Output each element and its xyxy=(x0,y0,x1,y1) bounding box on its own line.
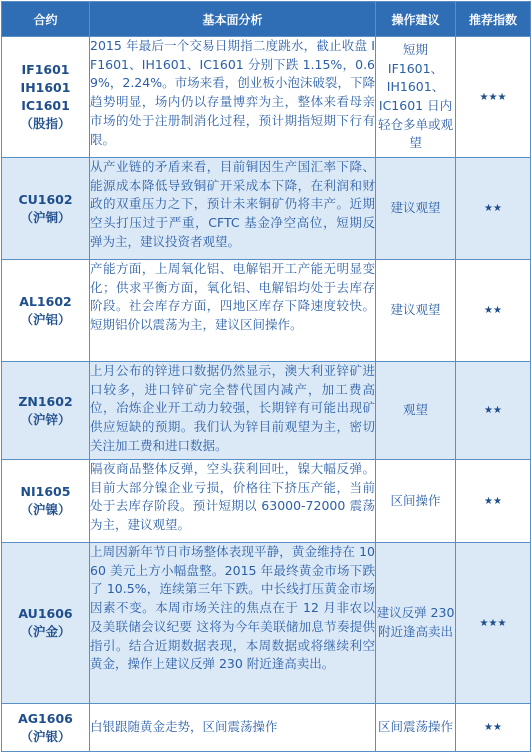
analysis-cell: 白银跟随黄金走势，区间震荡操作 xyxy=(90,704,376,752)
contract-cell xyxy=(2,543,90,704)
contract-code: IH1601 xyxy=(20,80,71,95)
table-row xyxy=(2,37,531,158)
contract-category: （沪铝） xyxy=(20,311,71,327)
rating-stars: ★★ xyxy=(456,460,531,543)
contract-code: AU1606 xyxy=(18,606,73,621)
analysis-cell: 上月公布的锌进口数据仍然显示，澳大利亚锌矿进口较多，进口锌矿完全替代国内减产，加工费高位，冶炼企业开工动力较强，长期锌有可能出现矿供应短缺的预期。我们认为锌目前观望为主，密切关注加工费和进口数据。 xyxy=(90,362,376,460)
header-advice: 操作建议 xyxy=(376,2,456,37)
analysis-cell: 上周因新年节日市场整体表现平静，黄金维持在 1060 美元上方小幅盘整。2015 年最终黄金市场下跌了 10.5%，连续第三年下跌。中长线打压黄金市场因素不变。本周市场关注的焦点在于 12 月非农以及美联储会议纪要 这将为今年美联储加息节奏提供指引。结合近期数据表现，本周数据或将继续利空黄金，操作上建议反弹 230 附近逢高卖出。 xyxy=(90,543,376,704)
header-contract: 合约 xyxy=(2,2,90,37)
advice-cell: 短期 IF1601、IH1601、IC1601 日内轻仓多单或观望 xyxy=(376,37,456,158)
table-row xyxy=(2,158,531,260)
contract-category: （沪铜） xyxy=(20,209,71,225)
rating-stars: ★★★ xyxy=(456,543,531,704)
contract-cell xyxy=(2,158,90,260)
advice-cell: 建议观望 xyxy=(376,158,456,260)
contract-cell xyxy=(2,704,90,752)
table-header-row xyxy=(2,2,531,37)
contract-code: AL1602 xyxy=(19,293,72,309)
contract-category: （沪锌） xyxy=(20,411,71,427)
analysis-table xyxy=(1,1,531,752)
analysis-cell: 产能方面，上周氧化铝、电解铝开工产能无明显变化；供求平衡方面，氧化铝、电解铝均处于去库存阶段。社会库存方面，四地区库存下降速度较快。短期铝价以震荡为主，建议区间操作。 xyxy=(90,260,376,362)
contract-code: CU1602 xyxy=(18,191,73,207)
table-row xyxy=(2,260,531,362)
table-row xyxy=(2,362,531,460)
contract-code: ZN1602 xyxy=(18,393,73,409)
advice-cell: 区间操作 xyxy=(376,460,456,543)
contract-code: IC1601 xyxy=(21,98,70,113)
contract-code: NI1605 xyxy=(20,484,71,499)
table-row xyxy=(2,543,531,704)
contract-code: AG1606 xyxy=(18,710,73,726)
rating-stars: ★★ xyxy=(456,260,531,362)
contract-cell xyxy=(2,362,90,460)
advice-cell: 观望 xyxy=(376,362,456,460)
contract-category: （股指） xyxy=(20,116,71,131)
analysis-cell: 2015 年最后一个交易日期指二度跳水，截止收盘 IF1601、IH1601、IC1601 分别下跌 1.15%，0.69%，2.24%。市场来看，创业板小泡沫破裂，下降趋势明显，场内仍以存量博弈为主，整体来看母亲市场的处于注册制消化过程，预计期指短期下行有限。 xyxy=(90,37,376,158)
contract-code: IF1601 xyxy=(21,62,70,77)
contract-category: （沪银） xyxy=(20,728,71,744)
contract-cell xyxy=(2,260,90,362)
header-analysis: 基本面分析 xyxy=(90,2,376,37)
table-row xyxy=(2,460,531,543)
advice-cell: 区间震荡操作 xyxy=(376,704,456,752)
header-rating: 推荐指数 xyxy=(456,2,531,37)
advice-cell: 建议观望 xyxy=(376,260,456,362)
rating-stars: ★★ xyxy=(456,362,531,460)
analysis-cell: 隔夜商品整体反弹，空头获利回吐，镍大幅反弹。目前大部分镍企业亏损，价格往下挤压产能，当前处于去库存阶段。预计短期以 63000-72000 震荡为主，建议观望。 xyxy=(90,460,376,543)
contract-cell xyxy=(2,460,90,543)
rating-stars: ★★★ xyxy=(456,37,531,158)
contract-cell xyxy=(2,37,90,158)
rating-stars: ★★ xyxy=(456,704,531,752)
table-row xyxy=(2,704,531,752)
analysis-cell: 从产业链的矛盾来看，目前铜因生产国汇率下降、能源成本降低导致铜矿开采成本下降，在利润和财政的双重压力之下，预计未来铜矿仍将丰产。近期空头打压过于严重，CFTC 基金净空高位，短期反弹为主，建议投资者观望。 xyxy=(90,158,376,260)
contract-category: （沪金） xyxy=(20,624,71,639)
advice-cell: 建议反弹 230 附近逢高卖出 xyxy=(376,543,456,704)
contract-category: （沪镍） xyxy=(20,502,71,517)
rating-stars: ★★ xyxy=(456,158,531,260)
